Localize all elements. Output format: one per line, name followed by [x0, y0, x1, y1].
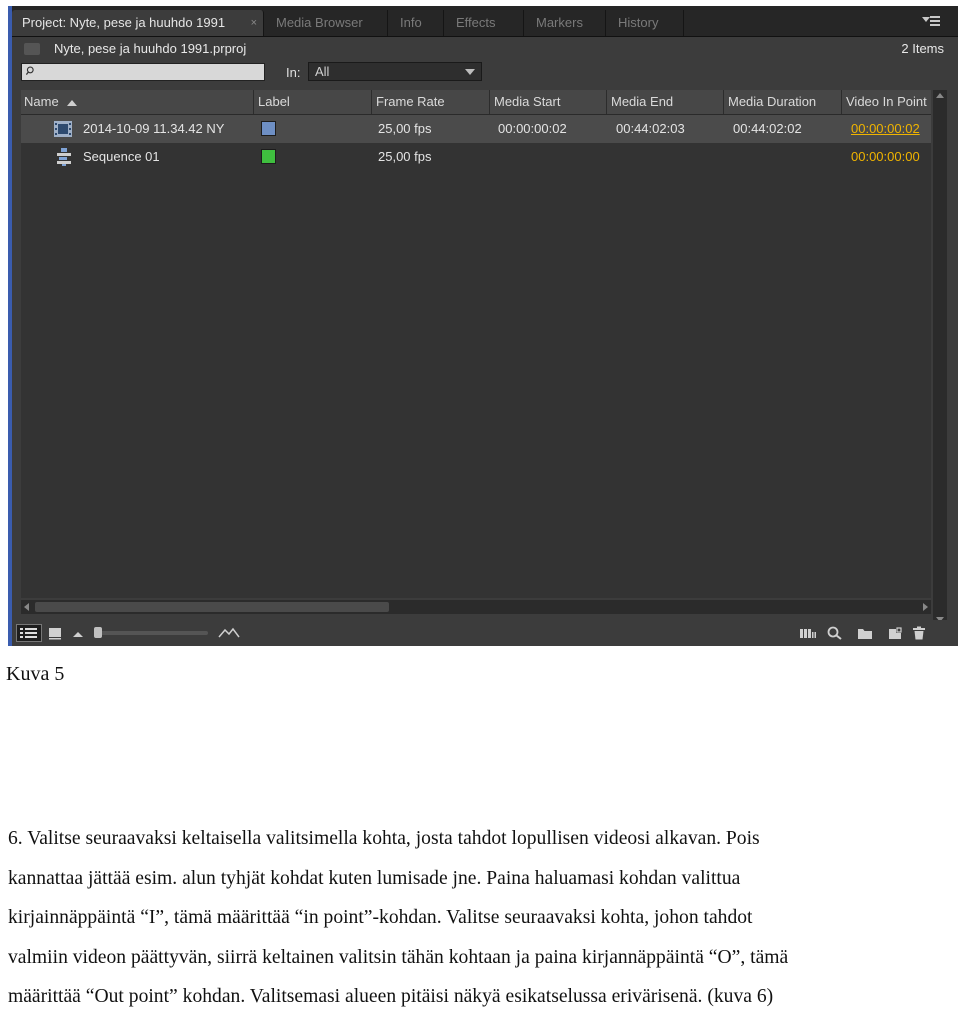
- paragraph-line: valmiin videon päättyvän, siirrä keltainen valitsin tähän kohtaan ja paina kirjannäppäintä “O”, tämä: [8, 946, 789, 968]
- media-duration-cell: 00:44:02:02: [733, 121, 802, 136]
- tab-project-label: Project: Nyte, pese ja huuhdo 1991: [22, 15, 226, 30]
- horizontal-scroll-thumb[interactable]: [35, 602, 389, 612]
- column-header-label[interactable]: Label: [253, 90, 371, 114]
- column-header-media-end[interactable]: Media End: [606, 90, 723, 114]
- label-color-swatch[interactable]: [261, 121, 276, 136]
- in-filter-label: In:: [286, 65, 301, 80]
- zoom-in-icon[interactable]: [218, 626, 240, 640]
- media-start-cell: [498, 143, 606, 171]
- new-item-icon[interactable]: [887, 626, 903, 640]
- items-count: 2 Items: [901, 41, 944, 56]
- tab-info-label: Info: [400, 15, 422, 30]
- figure-caption: Kuva 5: [6, 663, 65, 685]
- paragraph-line: kannattaa jättää esim. alun tyhjät kohdat kuten lumisade jne. Paina haluamasi kohdan valittua: [8, 867, 741, 889]
- zoom-slider[interactable]: [96, 631, 208, 635]
- tab-markers-label: Markers: [536, 15, 583, 30]
- list-view-icon: [17, 625, 41, 641]
- scroll-up-arrow-icon[interactable]: [936, 93, 944, 98]
- trash-icon[interactable]: [912, 626, 926, 640]
- scroll-right-arrow-icon[interactable]: [923, 603, 928, 611]
- frame-rate-cell: 25,00 fps: [378, 121, 432, 136]
- paragraph-line: määrittää “Out point” kohdan. Valitsemasi alueen pitäisi näkyä esikatselussa erivärisenä. (kuva 6): [8, 986, 774, 1008]
- search-input[interactable]: [44, 64, 259, 80]
- horizontal-scrollbar[interactable]: [21, 600, 931, 614]
- tab-media-browser-label: Media Browser: [276, 15, 363, 30]
- icon-view-icon[interactable]: [48, 626, 62, 640]
- sequence-icon: [57, 148, 71, 166]
- chevron-down-icon: [465, 69, 475, 75]
- search-box[interactable]: [21, 63, 265, 81]
- project-panel: [8, 6, 958, 646]
- sort-ascending-icon: [67, 100, 77, 106]
- table-row[interactable]: [21, 143, 931, 171]
- tab-markers[interactable]: [526, 10, 606, 36]
- paragraph-line: 6. Valitse seuraavaksi keltaisella valitsimella kohta, josta tahdot lopullisen videosi alkavan. Pois: [8, 828, 760, 849]
- column-header-name[interactable]: Name: [21, 90, 253, 114]
- column-header-frame-rate[interactable]: Frame Rate: [371, 90, 489, 114]
- media-start-cell: 00:00:00:02: [498, 121, 567, 136]
- item-name: 2014-10-09 11.34.42 NY: [83, 121, 225, 136]
- tab-history[interactable]: [608, 10, 684, 36]
- table-header-row: [21, 90, 931, 115]
- media-end-cell: [616, 143, 724, 171]
- project-panel-body: [12, 37, 958, 646]
- in-filter-value: All: [315, 64, 330, 79]
- instruction-paragraph: [8, 819, 954, 1017]
- frame-rate-cell: 25,00 fps: [378, 149, 432, 164]
- panel-menu-icon[interactable]: [922, 15, 940, 29]
- paragraph-line: kirjainnäppäintä “I”, tämä määrittää “in point”-kohdan. Valitse seuraavaksi kohta, johon tahdot: [8, 907, 753, 929]
- column-header-media-start[interactable]: Media Start: [489, 90, 606, 114]
- item-name: Sequence 01: [83, 149, 160, 164]
- project-item-table: [21, 90, 931, 598]
- automate-to-sequence-icon[interactable]: [799, 626, 817, 640]
- zoom-slider-thumb[interactable]: [94, 627, 102, 638]
- scroll-left-arrow-icon[interactable]: [24, 603, 29, 611]
- list-view-button[interactable]: [16, 624, 42, 642]
- project-file-name: Nyte, pese ja huuhdo 1991.prproj: [54, 41, 247, 56]
- tab-history-label: History: [618, 15, 659, 30]
- panel-tab-bar: [12, 6, 958, 37]
- video-in-point-cell[interactable]: 00:00:00:00: [851, 149, 920, 164]
- column-header-video-in-point[interactable]: Video In Point: [841, 90, 931, 114]
- tab-effects-label: Effects: [456, 15, 496, 30]
- video-clip-icon: [54, 121, 72, 137]
- vertical-scrollbar[interactable]: [933, 90, 947, 626]
- tab-effects[interactable]: [446, 10, 524, 36]
- media-end-cell: 00:44:02:03: [616, 121, 685, 136]
- in-filter-dropdown[interactable]: [308, 62, 482, 81]
- label-color-swatch[interactable]: [261, 149, 276, 164]
- zoom-out-icon[interactable]: [72, 626, 84, 640]
- project-panel-toolbar: [12, 620, 958, 646]
- tab-media-browser[interactable]: [266, 10, 388, 36]
- search-icon: [26, 66, 36, 76]
- tab-project[interactable]: [12, 10, 264, 36]
- column-header-media-duration[interactable]: Media Duration: [723, 90, 841, 114]
- project-bin-icon: [24, 43, 40, 55]
- close-icon[interactable]: ×: [250, 17, 257, 29]
- media-duration-cell: [733, 143, 841, 171]
- new-bin-icon[interactable]: [857, 626, 873, 640]
- video-in-point-cell[interactable]: 00:00:00:02: [851, 121, 920, 136]
- tab-info[interactable]: [390, 10, 444, 36]
- project-info-row: [12, 37, 958, 61]
- find-icon[interactable]: [827, 626, 843, 640]
- table-row[interactable]: [21, 115, 931, 143]
